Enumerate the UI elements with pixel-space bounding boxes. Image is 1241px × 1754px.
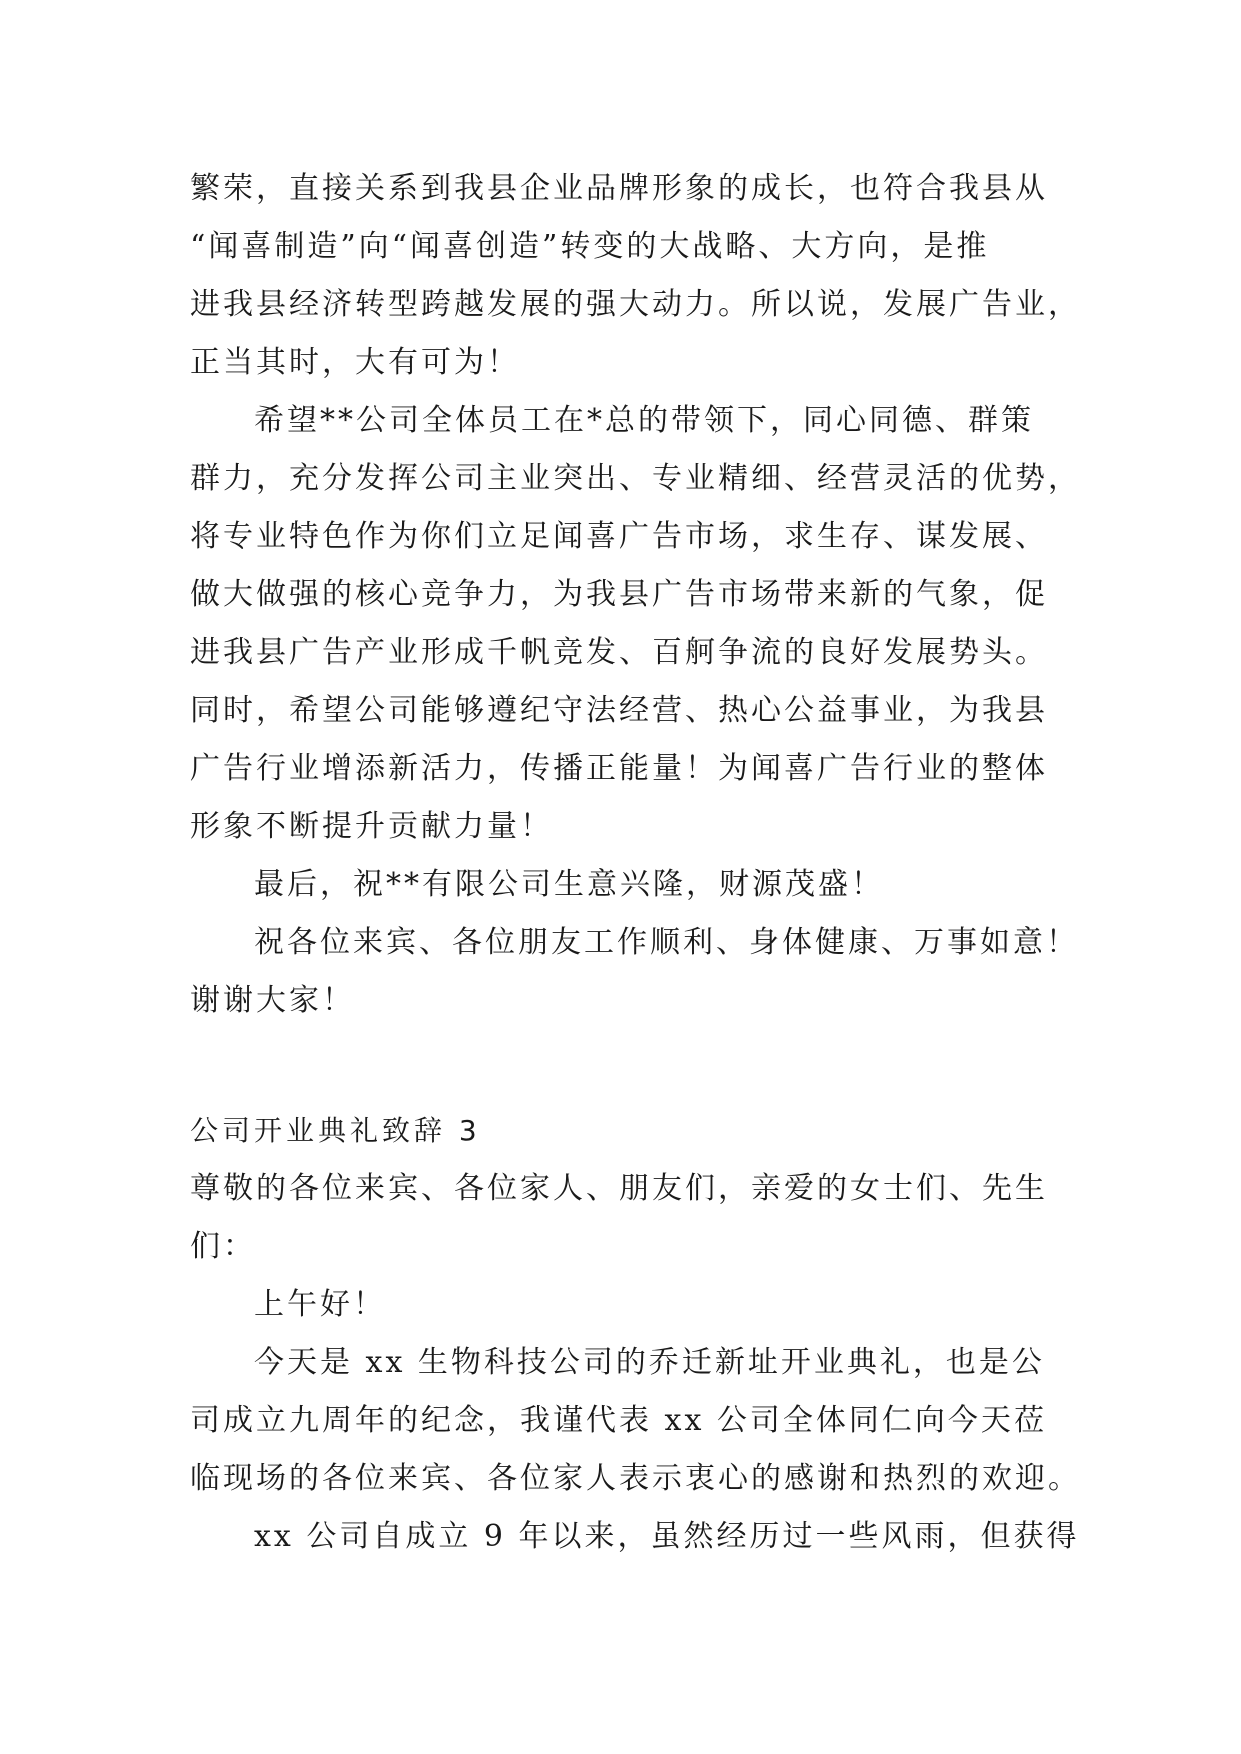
text-line: 临现场的各位来宾、各位家人表示衷心的感谢和热烈的欢迎。 bbox=[190, 1461, 1081, 1496]
document-body bbox=[190, 160, 1081, 1566]
greeting: 上午好！ bbox=[254, 1287, 386, 1322]
paragraph-start: 希望**公司全体员工在*总的带领下，同心同德、群策 bbox=[254, 403, 1034, 438]
salutation-line: 们： bbox=[190, 1229, 256, 1264]
text-line: 谢谢大家！ bbox=[190, 983, 355, 1018]
text-line: 正当其时，大有可为！ bbox=[190, 345, 520, 380]
text-line: 进我县经济转型跨越发展的强大动力。所以说，发展广告业， bbox=[190, 287, 1081, 322]
text-line: 繁荣，直接关系到我县企业品牌形象的成长，也符合我县从 bbox=[190, 171, 1048, 206]
text-line: “闻喜制造”向“闻喜创造”转变的大战略、大方向，是推 bbox=[190, 229, 990, 264]
text-line: 形象不断提升贡献力量！ bbox=[190, 809, 553, 844]
text-line: 做大做强的核心竞争力，为我县广告市场带来新的气象，促 bbox=[190, 577, 1048, 612]
text-line: 将专业特色作为你们立足闻喜广告市场，求生存、谋发展、 bbox=[190, 519, 1048, 554]
text-line: 司成立九周年的纪念，我谨代表 xx 公司全体同仁向今天莅 bbox=[190, 1403, 1047, 1438]
paragraph-start: xx 公司自成立 9 年以来，虽然经历过一些风雨，但获得 bbox=[254, 1519, 1080, 1554]
section-gap bbox=[190, 1030, 1060, 1102]
text-line: 群力，充分发挥公司主业突出、专业精细、经营灵活的优势， bbox=[190, 461, 1081, 496]
paragraph-start: 最后，祝**有限公司生意兴隆，财源茂盛！ bbox=[254, 867, 884, 902]
text-line: 同时，希望公司能够遵纪守法经营、热心公益事业，为我县 bbox=[190, 693, 1048, 728]
section-heading: 公司开业典礼致辞 3 bbox=[190, 1114, 481, 1147]
salutation-line: 尊敬的各位来宾、各位家人、朋友们，亲爱的女士们、先生 bbox=[190, 1171, 1048, 1206]
paragraph-start: 祝各位来宾、各位朋友工作顺利、身体健康、万事如意！ bbox=[254, 925, 1079, 960]
text-line: 进我县广告产业形成千帆竞发、百舸争流的良好发展势头。 bbox=[190, 635, 1048, 670]
paragraph-start: 今天是 xx 生物科技公司的乔迁新址开业典礼，也是公 bbox=[254, 1345, 1045, 1380]
text-line: 广告行业增添新活力，传播正能量！为闻喜广告行业的整体 bbox=[190, 751, 1048, 786]
